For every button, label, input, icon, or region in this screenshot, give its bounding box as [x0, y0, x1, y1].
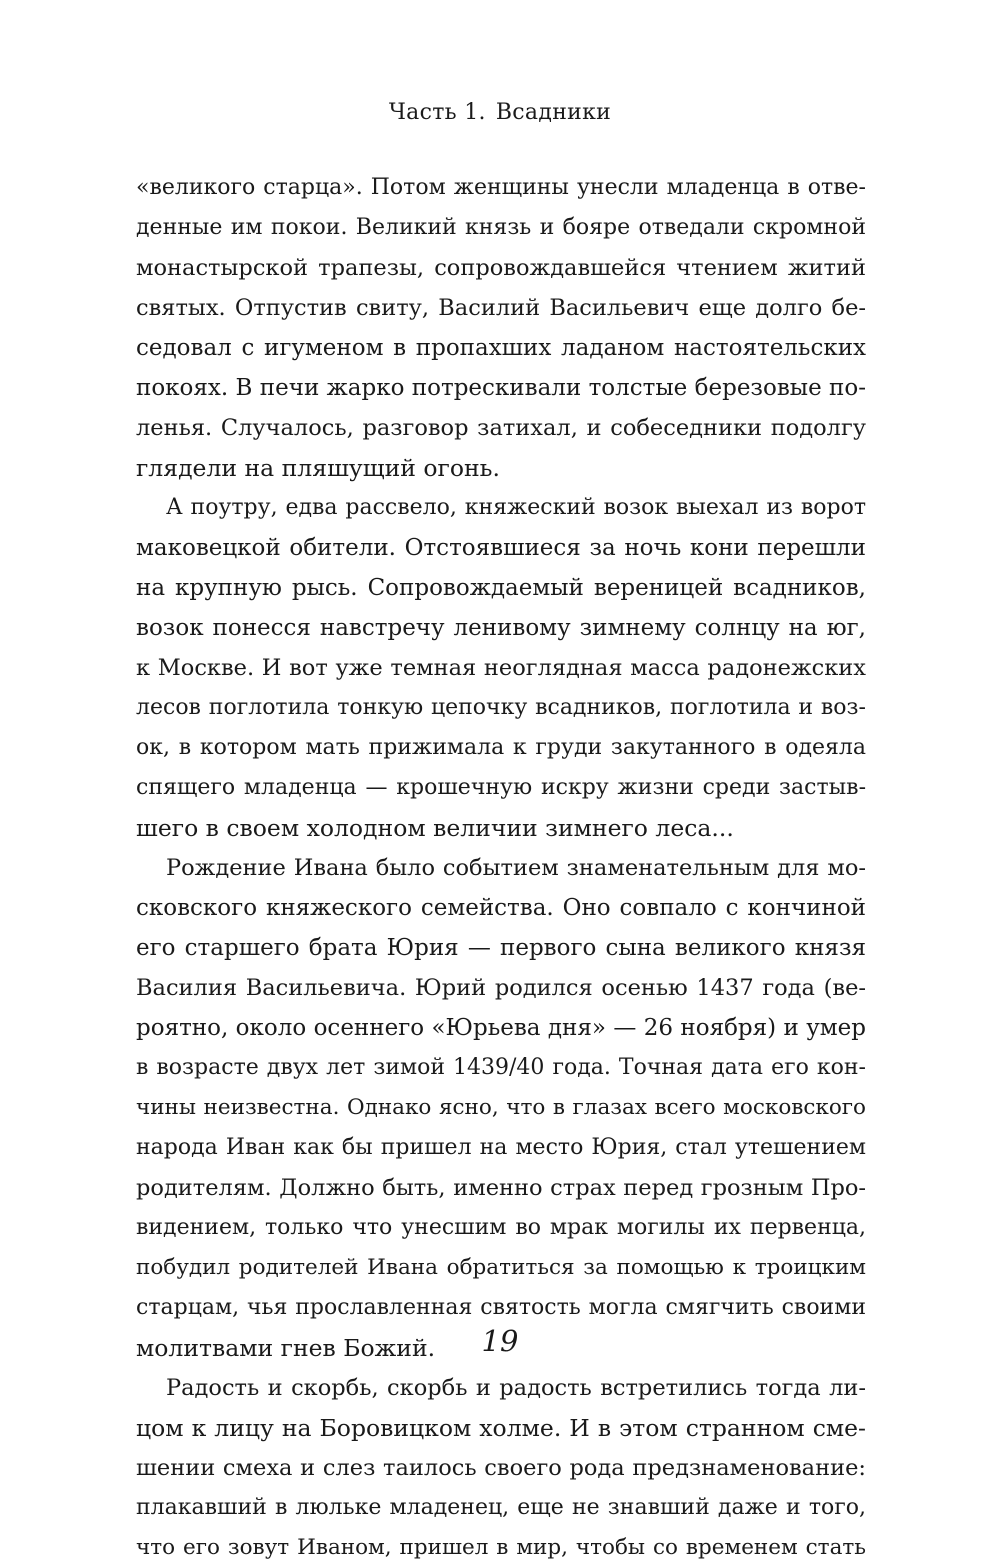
page-number: 19 [481, 1324, 519, 1358]
text-line: народа Иван как бы пришел на место Юрия, стал утешением [136, 1135, 866, 1160]
text-line: молитвами гнев Божий. [136, 1334, 436, 1362]
text-line: ок, в котором мать прижимала к груди закутанного в одеяла [136, 735, 866, 760]
text-line: «великого старца». Потом женщины унесли младенца в отве- [136, 175, 866, 200]
text-line: в возрасте двух лет зимой 1439/40 года. Точная дата его кон- [136, 1055, 866, 1080]
text-line: старцам, чья прославленная святость могла смягчить своими [136, 1295, 866, 1320]
paragraph-first-line: Радость и скорбь, скорбь и радость встретились тогда ли- [166, 1375, 866, 1401]
text-line: маковецкой обители. Отстоявшиеся за ночь кони перешли [136, 535, 866, 561]
running-head-title: Всадники [495, 100, 612, 125]
body-text [136, 168, 866, 1568]
text-line: побудил родителей Ивана обратиться за помощью к троицким [136, 1255, 866, 1280]
text-line: покоях. В печи жарко потрескивали толстые березовые по- [136, 375, 866, 401]
text-line: сковского княжеского семейства. Оно совпало с кончиной [136, 895, 866, 921]
text-line: плакавший в люльке младенец, еще не знавший даже и того, [136, 1495, 866, 1520]
running-head [0, 100, 1000, 125]
text-line: родителям. Должно быть, именно страх перед грозным Про- [136, 1175, 866, 1201]
text-line: денные им покои. Великий князь и бояре отведали скромной [136, 215, 866, 240]
text-line: лесов поглотила тонкую цепочку всадников, поглотила и воз- [136, 695, 866, 720]
text-line: цом к лицу на Боровицком холме. И в этом странном сме- [136, 1414, 866, 1442]
paragraph-first-line: А поутру, едва рассвело, княжеский возок выехал из ворот [166, 495, 866, 520]
paragraph-first-line: Рождение Ивана было событием знаменательным для мо- [166, 855, 866, 881]
text-line: что его зовут Иваном, пришел в мир, чтобы со временем стать [136, 1535, 866, 1560]
running-head-part: Часть 1. [388, 100, 486, 125]
text-line: монастырской трапезы, сопровождавшейся чтением житий [136, 255, 866, 281]
text-line: шего в своем холодном величии зимнего леса... [136, 814, 734, 842]
text-line: глядели на пляшущий огонь. [136, 454, 500, 482]
text-line: на крупную рысь. Сопровождаемый вереницей всадников, [136, 575, 866, 601]
text-line: видением, только что унесшим во мрак могилы их первенца, [136, 1215, 866, 1240]
text-line: к Москве. И вот уже темная неоглядная масса радонежских [136, 655, 866, 681]
text-line: его старшего брата Юрия — первого сына великого князя [136, 935, 866, 961]
text-line: роятно, около осеннего «Юрьева дня» — 26 ноября) и умер [136, 1015, 866, 1041]
text-line: шении смеха и слез таилось своего рода предзнаменование: [136, 1455, 866, 1481]
text-line: Василия Васильевича. Юрий родился осенью 1437 года (ве- [136, 975, 866, 1001]
text-line: седовал с игуменом в пропахших ладаном настоятельских [136, 335, 866, 361]
text-line: святых. Отпустив свиту, Василий Васильевич еще долго бе- [136, 295, 866, 321]
text-line: чины неизвестна. Однако ясно, что в глазах всего московского [136, 1095, 866, 1120]
text-line: возок понесся навстречу ленивому зимнему солнцу на юг, [136, 615, 866, 641]
text-line: ленья. Случалось, разговор затихал, и собеседники подолгу [136, 415, 866, 441]
text-line: спящего младенца — крошечную искру жизни среди застыв- [136, 775, 866, 800]
